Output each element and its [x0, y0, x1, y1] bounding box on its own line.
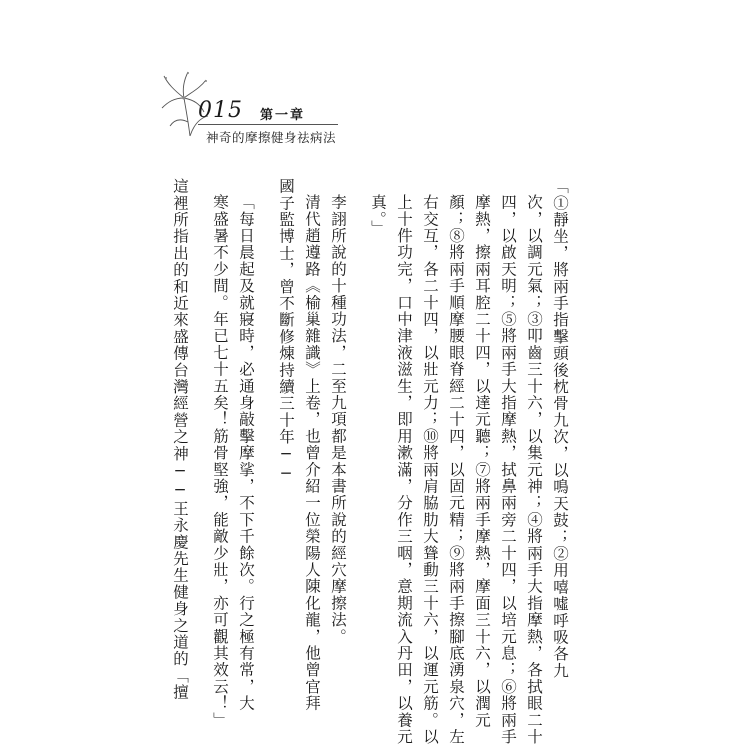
vertical-body-text	[171, 178, 569, 746]
chapter-header	[160, 70, 360, 145]
text-column: 摩熱，擦兩耳腔二十四，以達元聽；⑦將兩手摩熱，摩面三十六，以潤元	[473, 194, 491, 729]
text-column: 這裡所指出的和近來盛傳台灣經營之神──王永慶先生健身之道的「擅	[171, 178, 189, 701]
text-column: 真。」	[369, 194, 387, 237]
text-column: 四，以啟天明；⑤將兩手大指摩熱，拭鼻兩旁二十四，以培元息；⑥將兩手	[499, 194, 517, 746]
text-column: 次，以調元氣；③叩齒三十六，以集元神；④將兩手大指摩熱，各拭眼二十	[525, 194, 543, 746]
text-column: 清代趙遵路《榆巢雜識》上卷，也曾介紹一位榮陽人陳化龍，他曾官拜	[303, 194, 321, 712]
text-column: 「①靜坐，將兩手指擊頭後枕骨九次，以鳴天鼓；②用嘻噓呼吸各九	[551, 178, 569, 679]
text-column: 右交互，各二十四，以壯元力；⑩將兩肩脇肋大聳動三十六，以運元筋。以	[421, 194, 439, 746]
chapter-label: 第一章	[260, 108, 306, 123]
text-column: 寒盛暑不少間。年已七十五矣！筋骨堅強，能敵少壯，亦可觀其效云！」	[211, 194, 229, 729]
text-column: 「每日晨起及就寢時，必通身敲擊摩挲，不下千餘次。行之極有常，大	[237, 194, 255, 712]
text-column: 國子監博士，曾不斷修煉持續三十年──	[277, 178, 295, 484]
page-number: 015	[198, 98, 243, 123]
header-divider	[198, 124, 338, 125]
chapter-title: 神奇的摩擦健身祛病法	[206, 130, 337, 145]
text-column: 上十件功完，口中津液滋生，即用漱滿，分作三咽，意期流入丹田，以養元	[395, 194, 413, 746]
text-column: 李詡所說的十種功法，二至九項都是本書所說的經穴摩擦法。	[329, 194, 347, 645]
text-column: 顏；⑧將兩手順摩腰眼脊經二十四，以固元精；⑨將兩手擦腳底湧泉穴，左	[447, 194, 465, 746]
